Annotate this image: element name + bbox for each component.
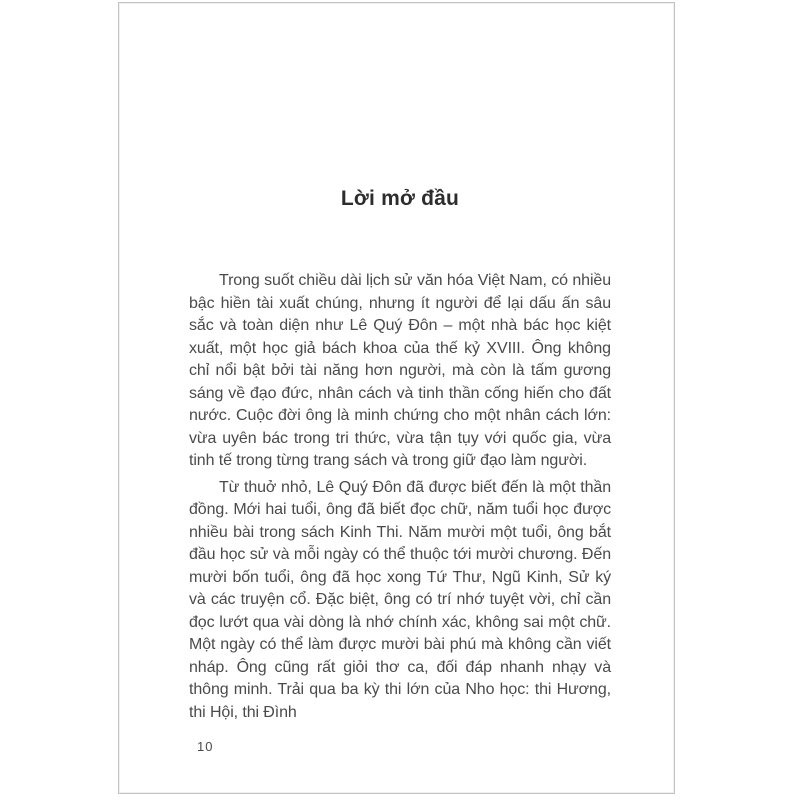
page-number: 10 [197, 739, 214, 754]
paragraph: Trong suốt chiều dài lịch sử văn hóa Việt Nam, có nhiều bậc hiền tài xuất chúng, nhưng ít người để lại dấu ấn sâu sắc và toàn diện như Lê Quý Đôn – một nhà bác học kiệt xuất, một học giả bách khoa của thế kỷ XVIII. Ông không chỉ nổi bật bởi tài năng hơn người, mà còn là tấm gương sáng về đạo đức, nhân cách và tinh thần cống hiến cho đất nước. Cuộc đời ông là minh chứng cho một nhân cách lớn: vừa uyên bác trong tri thức, vừa tận tụy với quốc gia, vừa tinh tế trong từng trang sách và trong giữ đạo làm người. [189, 272, 611, 469]
chapter-title: Lời mở đầu [340, 187, 460, 210]
page-body [189, 270, 611, 724]
paragraph: Từ thuở nhỏ, Lê Quý Đôn đã được biết đến là một thần đồng. Mới hai tuổi, ông đã biết đọc chữ, năm tuổi học được nhiều bài trong sách Kinh Thi. Năm mười một tuổi, ông bắt đầu học sử và mỗi ngày có thể thuộc tới mười chương. Đến mười bốn tuổi, ông đã học xong Tứ Thư, Ngũ Kinh, Sử ký và các truyện cổ. Đặc biệt, ông có trí nhớ tuyệt vời, chỉ cần đọc lướt qua vài dòng là nhớ chính xác, không sai một chữ. Một ngày có thể làm được mười bài phú mà không cần viết nháp. Ông cũng rất giỏi thơ ca, đối đáp nhanh nhạy và thông minh. Trải qua ba kỳ thi lớn của Nho học: thi Hương, thi Hội, thi Đình [189, 478, 611, 721]
page-content [119, 3, 674, 724]
page-sheet [118, 2, 675, 794]
